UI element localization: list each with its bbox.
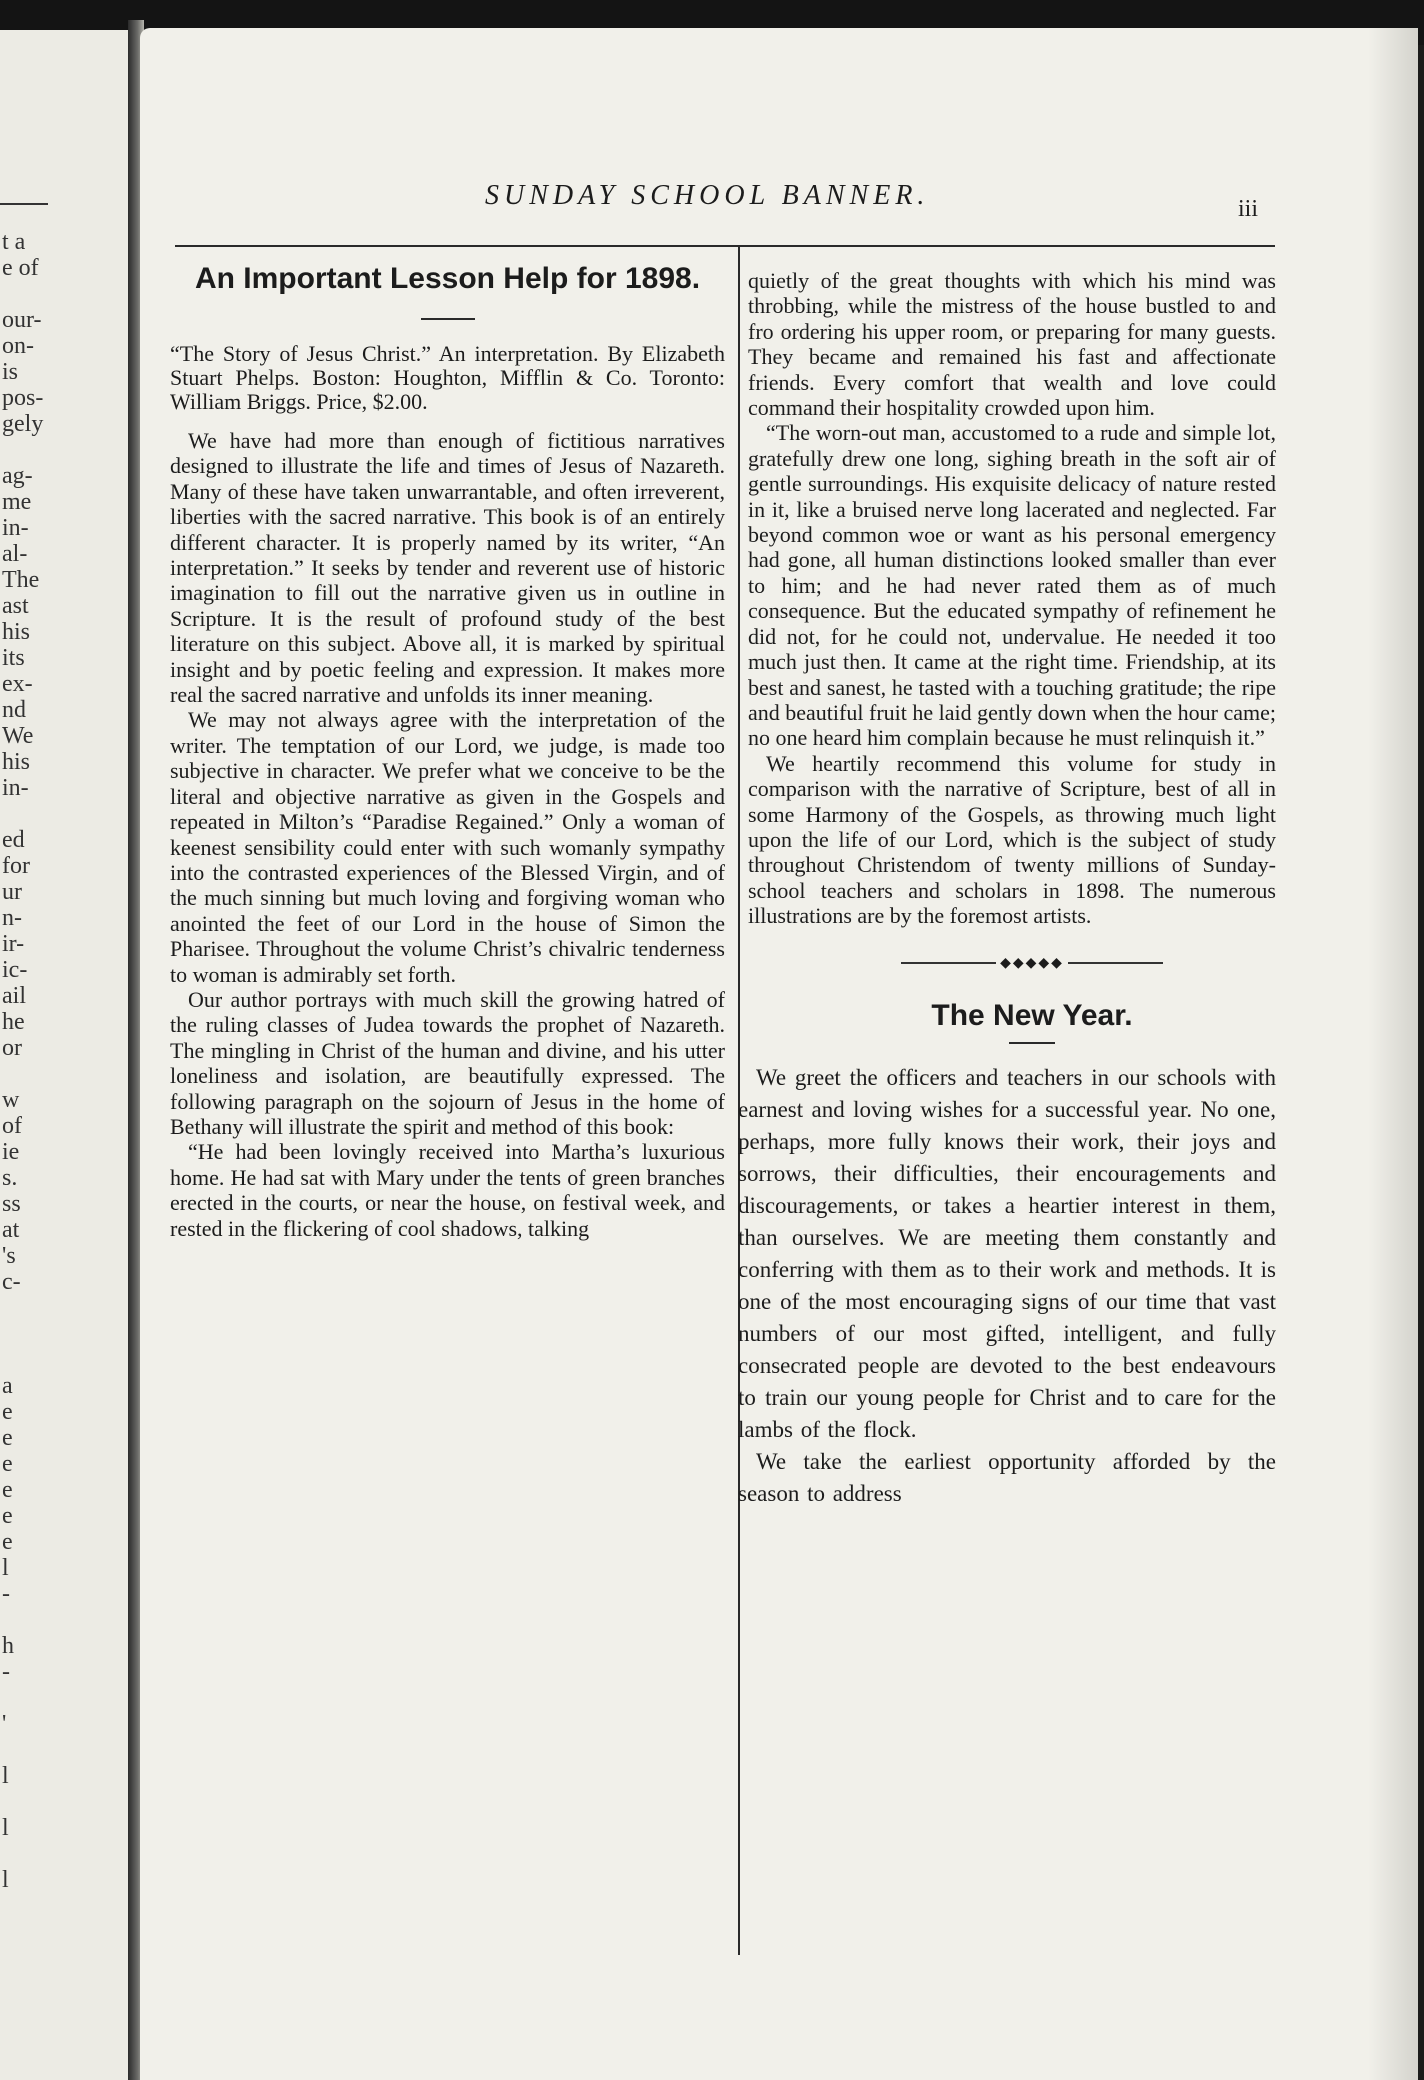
- facing-page-fragment: c-: [2, 1269, 21, 1295]
- facing-page-fragment: ex-: [2, 671, 33, 697]
- facing-page-fragment: of: [2, 1113, 22, 1139]
- facing-page-fragment: its: [2, 645, 25, 671]
- facing-page-fragment: h: [2, 1633, 14, 1659]
- facing-page-fragment: n-: [2, 905, 22, 931]
- facing-page-fragment: ie: [2, 1139, 20, 1165]
- ornament-glyph: ◆◆◆◆◆: [1000, 955, 1064, 971]
- title-rule: [1009, 1042, 1055, 1044]
- facing-page-fragment: our-: [2, 307, 42, 333]
- page-edge-shadow: [1368, 28, 1418, 2080]
- facing-page-fragment: l: [2, 1763, 9, 1789]
- facing-page-fragment: he: [2, 1009, 25, 1035]
- review-paragraph: We have had more than enough of fictitious narratives designed to illustrate the life and times of Jesus of Nazareth. Many of these have taken unwarrantable, and often irreverent, liberties with the sacred narrative. This book is of an entirely different character. It is properly named by its writer, “An interpretation.” It seeks by tender and reverent use of historic imagination to fill out the narrative given us in outline in Scripture. It is the result of profound study of the best literature on this subject. Above all, it is marked by spiritual insight and by poetic feeling and expression. It makes more real the sacred narrative and unfolds its inner meaning.: [170, 428, 725, 708]
- review-paragraph: We may not always agree with the interpretation of the writer. The temptation of our Lord, we judge, is made too subjective in character. We prefer what we conceive to be the literal and objective narrative as given in the Gospels and repeated in Milton’s “Paradise Regained.” Only a woman of keenest sensibility could enter with such womanly sympathy into the contrasted experiences of the Blessed Virgin, and of the much sinning but much loving and forgiving woman who anointed the feet of our Lord in the house of Simon the Pharisee. Throughout the volume Christ’s chivalric tenderness to woman is admirably set forth.: [170, 707, 725, 987]
- facing-page-fragment: me: [2, 489, 32, 515]
- quoted-passage-continued: quietly of the great thoughts with which his mind was throbbing, while the mistress of the house bustled to and fro ordering his upper room, or preparing for many guests. They became and remained his fast and affectionate friends. Every comfort that wealth and love could command their hospitality crowded upon him.: [748, 268, 1276, 421]
- section-ornament: [788, 951, 1276, 976]
- facing-page-fragment: nd: [2, 697, 26, 723]
- facing-page-fragment: his: [2, 749, 31, 775]
- facing-page-fragment: e: [2, 1529, 13, 1555]
- facing-page-fragment: ast: [2, 593, 29, 619]
- facing-page-fragment: ur: [2, 879, 22, 905]
- facing-page-fragment: s.: [2, 1165, 18, 1191]
- facing-page-fragment: on-: [2, 333, 34, 359]
- quoted-passage: “He had been lovingly received into Martha’s luxurious home. He had sat with Mary under the tents of green branches erected in the courts, or near the house, on festival week, and rested in the flickering of cool shadows, talking: [170, 1139, 725, 1241]
- facing-page-fragment: e: [2, 1425, 13, 1451]
- facing-page-fragment: ic-: [2, 957, 28, 983]
- facing-page-fragment: pos-: [2, 385, 44, 411]
- facing-page-fragment: gely: [2, 411, 44, 437]
- facing-page-fragment: l: [2, 1815, 9, 1841]
- facing-page-edge: [0, 30, 132, 2080]
- new-year-article: [738, 1062, 1276, 1510]
- facing-page-fragment: We: [2, 723, 34, 749]
- facing-page-fragment: is: [2, 359, 19, 385]
- facing-page-fragment: ss: [2, 1191, 21, 1217]
- review-paragraph: Our author portrays with much skill the growing hatred of the ruling classes of Judea towards the prophet of Nazareth. The mingling in Christ of the human and divine, and his utter loneliness and isolation, are beautifully expressed. The following paragraph on the sojourn of Jesus in the home of Bethany will illustrate the spirit and method of this book:: [170, 986, 725, 1139]
- article-paragraph: We take the earliest opportunity afforded by the season to address: [738, 1448, 1276, 1506]
- ornament-line: [1068, 962, 1163, 964]
- facing-page-fragment: e: [2, 1451, 13, 1477]
- facing-page-fragment: ': [2, 1711, 7, 1737]
- facing-page-fragment: w: [2, 1087, 20, 1113]
- facing-page-rule: [0, 203, 48, 205]
- facing-page-fragment: e: [2, 1477, 13, 1503]
- facing-page-fragment: ed: [2, 827, 25, 853]
- facing-page-fragment: e: [2, 1399, 13, 1425]
- article-title: An Important Lesson Help for 1898.: [194, 262, 701, 295]
- section-title: The New Year.: [931, 998, 1133, 1032]
- facing-page-fragment: -: [2, 1659, 10, 1685]
- facing-page-fragment: l: [2, 1867, 9, 1893]
- header-rule: [175, 245, 1275, 247]
- running-head: SUNDAY SCHOOL BANNER.: [485, 180, 930, 211]
- facing-page-fragment: his: [2, 619, 31, 645]
- facing-page-fragment: The: [2, 567, 40, 593]
- quoted-passage-continued: “The worn-out man, accustomed to a rude and simple lot, gratefully drew one long, sighing breath in the soft air of gentle surroundings. His exquisite delicacy of nature rested in it, like a bruised nerve long lacerated and neglected. Far beyond common woe or want as his personal emergency had gone, all human distinctions looked smaller than ever to him; and he had never rated them as of much consequence. But the educated sympathy of refinement he did not, for he could not, undervalue. He needed it too much just then. It came at the right time. Friendship, at its best and sanest, he tasted with a touching gratitude; the ripe and beautiful fruit he laid gently down when the hour came; no one heard him complain because he must relinquish it.”: [748, 420, 1276, 751]
- facing-page-fragment: 's: [2, 1243, 16, 1269]
- facing-page-fragment: in-: [2, 775, 29, 801]
- facing-page-fragment: -: [2, 1581, 10, 1607]
- facing-page-fragment: ail: [2, 983, 26, 1009]
- facing-page-fragment: l: [2, 1555, 9, 1581]
- review-closing-paragraph: We heartily recommend this volume for study in comparison with the narrative of Scripture, best of all in some Harmony of the Gospels, as throwing much light upon the life of our Lord, which is the subject of study throughout Christendom of twenty millions of Sunday-school teachers and scholars in 1898. The numerous illustrations are by the foremost artists.: [748, 750, 1276, 929]
- facing-page-fragment: e of: [2, 255, 39, 281]
- facing-page-fragment: for: [2, 853, 30, 879]
- right-column: [738, 268, 1276, 1968]
- article-paragraph: We greet the officers and teachers in our schools with earnest and loving wishes for a successful year. No one, perhaps, more fully knows their work, their joys and sorrows, their difficulties, their encouragements and discouragements, or takes a heartier interest in them, than ourselves. We are meeting them constantly and conferring with them as to their work and methods. It is one of the most encouraging signs of our time that vast numbers of our most gifted, intelligent, and fully consecrated people are devoted to the best endeavours to train our young people for Christ and to care for the lambs of the flock.: [738, 1064, 1276, 1442]
- book-citation: “The Story of Jesus Christ.” An interpretation. By Elizabeth Stuart Phelps. Boston: Houghton, Mifflin & Co. Toronto: William Briggs. Price, $2.00.: [170, 341, 725, 414]
- title-rule: [421, 318, 475, 320]
- facing-page-fragment: al-: [2, 541, 28, 567]
- ornament-line: [901, 962, 996, 964]
- facing-page-fragment: t a: [2, 229, 26, 255]
- page-number: iii: [1238, 196, 1259, 222]
- facing-page-fragment: or: [2, 1035, 22, 1061]
- facing-page-fragment: in-: [2, 515, 29, 541]
- facing-page-fragment: ir-: [2, 931, 25, 957]
- facing-page-fragment: ag-: [2, 463, 33, 489]
- facing-page-fragment: a: [2, 1373, 13, 1399]
- facing-page-fragment: at: [2, 1217, 20, 1243]
- facing-page-fragment: e: [2, 1503, 13, 1529]
- left-column: [170, 258, 725, 1958]
